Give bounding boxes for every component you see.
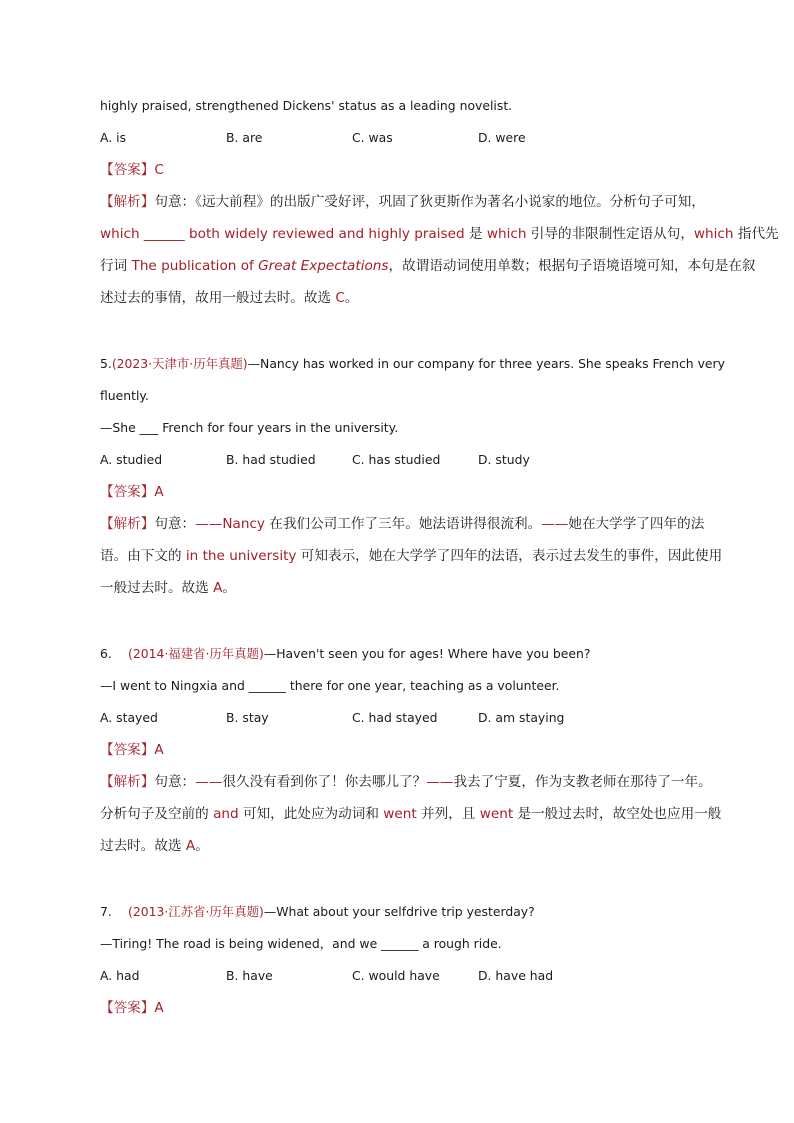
question-number: 7. <box>100 904 112 919</box>
explanation-text: 在我们公司工作了三年。她法语讲得很流利。 <box>264 516 542 532</box>
explanation-text: 并列，且 <box>416 806 480 822</box>
q7-option-a: A. had <box>100 968 140 983</box>
q4-option-b: B. are <box>226 130 263 145</box>
q6-options <box>100 708 724 740</box>
explanation-text: 引导的非限制性定语从句， <box>526 226 694 242</box>
q4-options <box>100 128 724 160</box>
q5-option-c: C. has studied <box>352 452 441 467</box>
answer-label: 【答案】 <box>100 484 155 500</box>
q4-explanation-line-2 <box>100 224 779 256</box>
q6-option-c: C. had stayed <box>352 710 438 725</box>
highlight-text: which <box>693 226 734 242</box>
q4-answer <box>100 160 724 192</box>
answer-value: A <box>154 742 164 758</box>
explanation-text: 过去时。故选 <box>100 838 186 854</box>
explanation-text: 分析句子及空前的 <box>100 806 214 822</box>
q6-explanation-line-3 <box>100 836 724 868</box>
explanation-text: 可知表示，她在大学学了四年的法语，表示过去发生的事件，因此使用 <box>296 548 723 564</box>
highlight-italic-text: Great Expectations <box>258 258 389 274</box>
question-number: 5. <box>100 356 112 371</box>
q5-stem-line-3: —She ___ French for four years in the university. <box>100 420 399 435</box>
q4-explanation-line-4 <box>100 288 724 320</box>
explanation-text: 句意： <box>154 774 196 790</box>
q5-explanation-line-2 <box>100 546 724 578</box>
explanation-text: 我去了宁夏，作为支教老师在那待了一年。 <box>453 774 712 790</box>
q7-option-b: B. have <box>226 968 273 983</box>
q6-explanation-line-1 <box>100 772 724 804</box>
question-stem: —What about your selfdrive trip yesterday? <box>263 904 535 919</box>
q4-option-d: D. were <box>478 130 526 145</box>
explanation-label: 【解析】 <box>100 774 155 790</box>
q7-answer <box>100 998 724 1030</box>
explanation-text: 述过去的事情，故用一般过去时。故选 <box>100 290 336 306</box>
explanation-text: 指代先 <box>733 226 779 242</box>
answer-label: 【答案】 <box>100 1000 155 1016</box>
explanation-text: 。 <box>222 580 236 596</box>
q7-option-d: D. have had <box>478 968 554 983</box>
question-stem: —Haven't seen you for ages! Where have you been? <box>263 646 591 661</box>
explanation-text: 很久没有看到你了！你去哪儿了？ <box>222 774 427 790</box>
explanation-text: 。 <box>344 290 359 306</box>
explanation-text: 行词 <box>100 258 132 274</box>
highlight-text: —— <box>541 516 569 532</box>
answer-value: C <box>154 162 164 178</box>
highlight-text: went <box>479 806 514 822</box>
q6-header <box>100 644 724 676</box>
q6-explanation-line-2 <box>100 804 724 836</box>
q4-explanation-line-3 <box>100 256 756 288</box>
q5-explanation-line-1 <box>100 514 724 546</box>
highlight-text: A <box>213 580 223 596</box>
q7-options <box>100 966 724 998</box>
q5-stem-line-2: fluently. <box>100 388 149 403</box>
explanation-text: 她在大学学了四年的法 <box>568 516 705 532</box>
q4-stem-tail: highly praised, strengthened Dickens' status as a leading novelist. <box>100 98 513 113</box>
q6-answer <box>100 740 724 772</box>
highlight-text: which ______ both widely reviewed and highly praised <box>100 226 465 242</box>
explanation-text: ，故谓语动词使用单数；根据句子语境语境可知，本句是在叙 <box>388 258 756 274</box>
q7-header <box>100 902 724 934</box>
explanation-text: 。 <box>195 838 209 854</box>
explanation-label: 【解析】 <box>100 194 155 210</box>
highlight-text: which <box>486 226 527 242</box>
q6-option-a: A. stayed <box>100 710 158 725</box>
q5-options <box>100 450 724 482</box>
q6-option-d: D. am staying <box>478 710 565 725</box>
explanation-text: 是 <box>464 226 487 242</box>
highlight-text: C <box>335 290 345 306</box>
highlight-text: A <box>185 838 196 854</box>
explanation-text: 一般过去时。故选 <box>100 580 214 596</box>
answer-label: 【答案】 <box>100 162 155 178</box>
explanation-text: 句意： <box>154 516 196 532</box>
q4-option-a: A. is <box>100 130 127 145</box>
q7-option-c: C. would have <box>352 968 440 983</box>
highlight-text: —— <box>426 774 454 790</box>
highlight-text: ——Nancy <box>195 516 265 532</box>
q5-option-a: A. studied <box>100 452 163 467</box>
q4-option-c: C. was <box>352 130 393 145</box>
q5-explanation-line-3 <box>100 578 724 610</box>
explanation-label: 【解析】 <box>100 516 155 532</box>
document-page <box>100 96 779 1030</box>
explanation-text: 句意：《远大前程》的出版广受好评，巩固了狄更斯作为著名小说家的地位。分析句子可知， <box>154 194 705 210</box>
highlight-text: in the university <box>185 548 297 564</box>
q5-header <box>100 354 724 386</box>
q5-option-b: B. had studied <box>226 452 316 467</box>
question-number: 6. <box>100 646 112 661</box>
question-source: (2023·天津市·历年真题) <box>111 356 248 371</box>
answer-label: 【答案】 <box>100 742 155 758</box>
answer-value: A <box>154 484 164 500</box>
explanation-text: 是一般过去时，故空处也应用一般 <box>513 806 722 822</box>
q6-stem-line-2: —I went to Ningxia and ______ there for one year, teaching as a volunteer. <box>100 678 560 693</box>
highlight-text: and <box>213 806 239 822</box>
highlight-text: The publication of <box>131 258 259 274</box>
q4-explanation-line-1 <box>100 192 724 224</box>
explanation-text: 语。由下文的 <box>100 548 186 564</box>
highlight-text: went <box>383 806 417 822</box>
q7-stem-line-2: —Tiring! The road is being widened，and we ______ a rough ride. <box>100 936 502 951</box>
explanation-text: 可知，此处应为动词和 <box>238 806 384 822</box>
question-source: (2013·江苏省·历年真题) <box>128 904 264 919</box>
question-stem: —Nancy has worked in our company for three years. She speaks French very <box>247 356 725 371</box>
q5-option-d: D. study <box>478 452 530 467</box>
answer-value: A <box>154 1000 164 1016</box>
q6-option-b: B. stay <box>226 710 269 725</box>
q5-answer <box>100 482 724 514</box>
question-source: (2014·福建省·历年真题) <box>128 646 264 661</box>
highlight-text: —— <box>195 774 223 790</box>
